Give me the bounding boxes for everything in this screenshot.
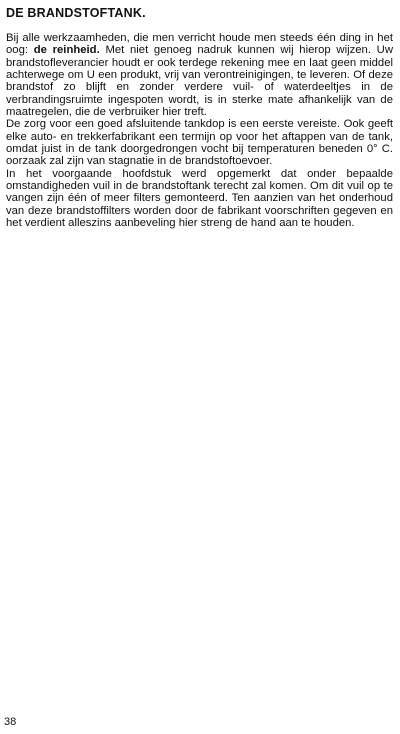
paragraph-cleanliness	[6, 32, 393, 118]
paragraph-text: Met niet genoeg nadruk kunnen wij hierop wijzen. Uw brandstofleverancier houdt er ook terdege rekening mee en laat geen middel achterwege om U een produkt, vrij van verontreinigingen, te leveren. Of deze brandstof zo blijft en zonder verdere vuil- of waterdeeltjes in de verbrandingsruimte ingespoten wordt, is in sterke mate afhankelijk van de maatregelen, die de verbruiker hier treft.	[6, 44, 393, 119]
paragraph-tank-cap: De zorg voor een goed afsluitende tankdop is een eerste vereiste. Ook geeft elke auto- en trekkerfabrikant een termijn op voor het aftappen van de tank, omdat juist in de tank doorgedrongen vocht bij temperaturen beneden 0° C. oorzaak zal zijn van stagnatie in de brandstoftoevoer.	[6, 118, 393, 168]
emphasis-text: de reinheid.	[33, 44, 100, 57]
section-heading: DE BRANDSTOFTANK.	[6, 6, 146, 20]
paragraph-text: Bij alle werkzaamheden, die men verricht houde men steeds één ding in het oog:	[6, 32, 393, 57]
paragraph-filters: In het voorgaande hoofdstuk werd opgemerkt dat onder bepaalde omstandigheden vuil in de brandstoftank terecht zal komen. Om dit vuil op te vangen zijn één of meer filters gemonteerd. Ten aanzien van het onderhoud van deze brandstoffilters worden door de fabrikant voorschriften gegeven en het verdient alleszins aanbeveling hier streng de hand aan te houden.	[6, 167, 393, 230]
page-number: 38	[4, 716, 17, 728]
document-page	[6, 6, 393, 230]
